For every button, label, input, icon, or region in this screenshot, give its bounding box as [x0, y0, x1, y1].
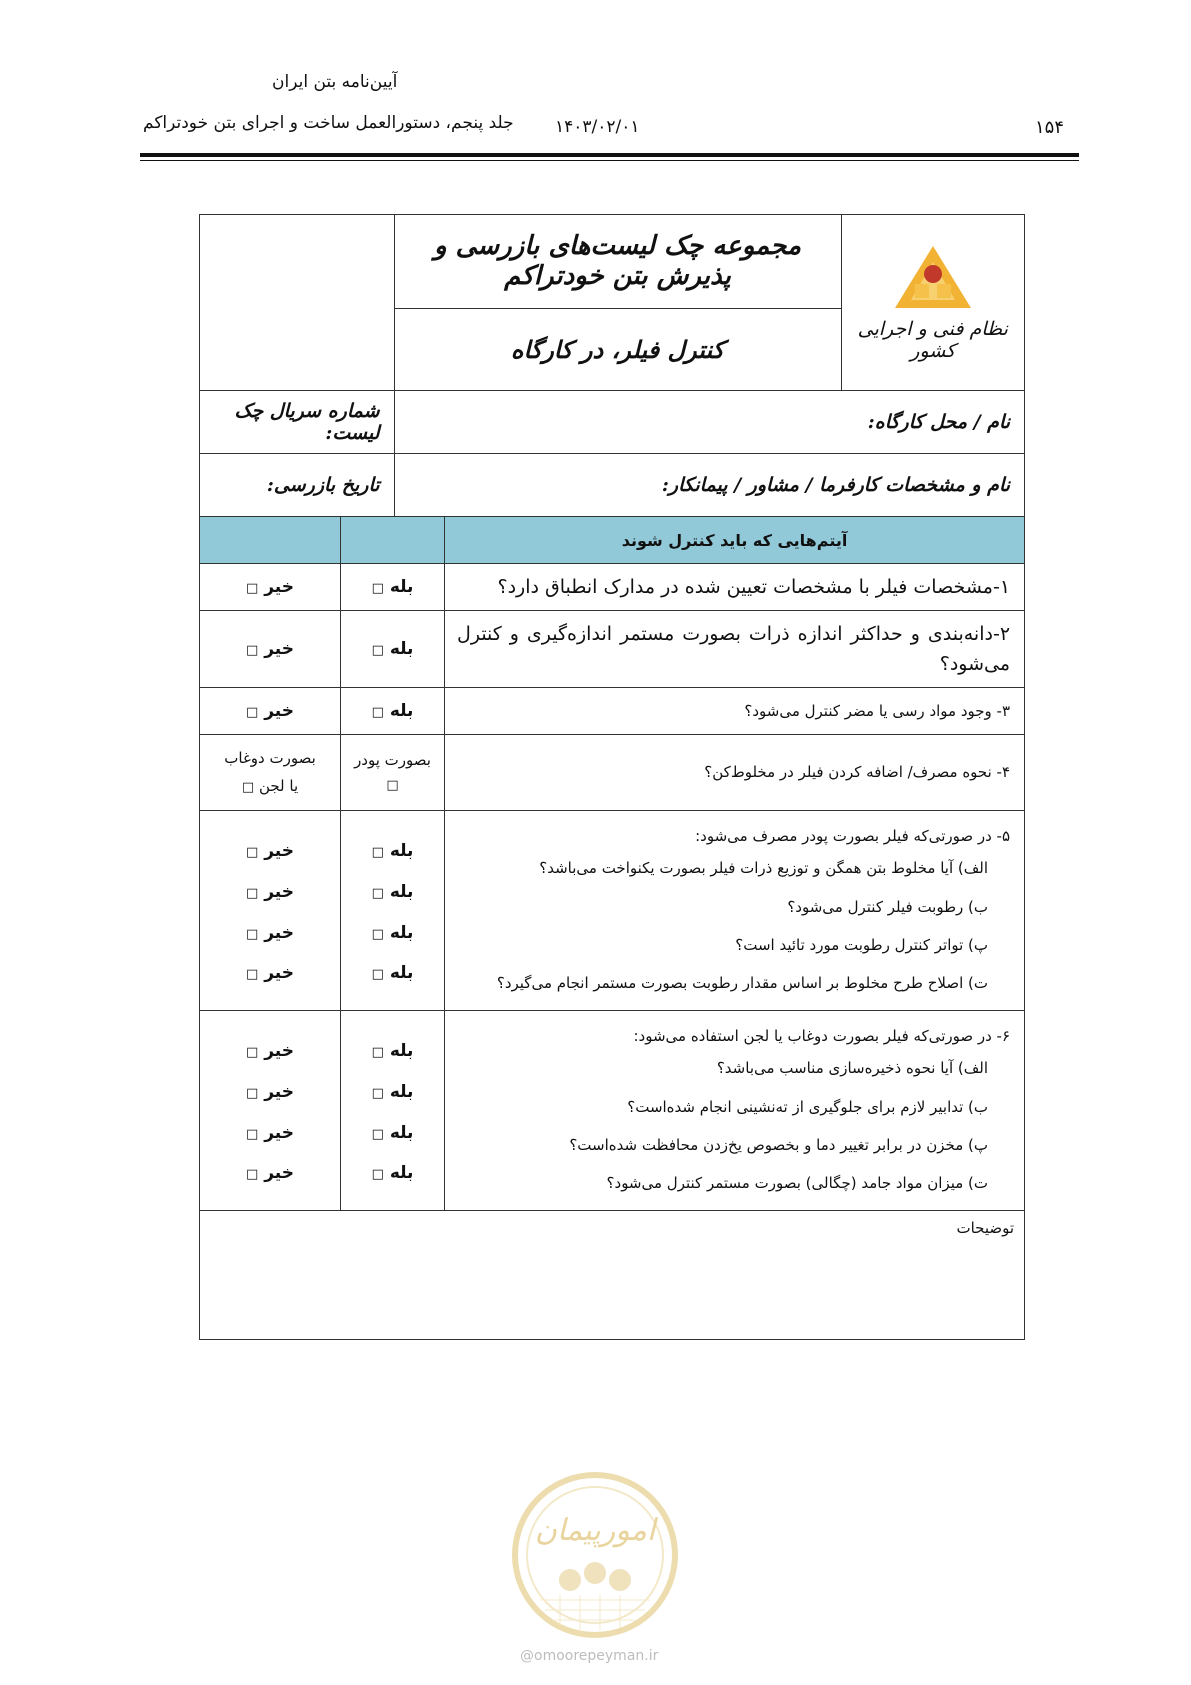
inspection-date-field: تاریخ بازرسی: — [266, 474, 380, 496]
no-column-header — [200, 517, 341, 564]
checkbox-icon: □ — [246, 1126, 259, 1142]
parties-field: نام و مشخصات کارفرما / مشاور / پیمانکار: — [394, 454, 1024, 516]
no-checkbox[interactable]: خیر □ — [246, 1041, 295, 1061]
yes-checkbox[interactable]: بله □ — [371, 1041, 414, 1061]
question-1: ۱-مشخصات فیلر با مشخصات تعیین شده در مدارک انطباق دارد؟ — [445, 564, 1025, 611]
logo-text: نظام فنی و اجرایی کشور — [857, 317, 1008, 362]
question-2: ۲-دانه‌بندی و حداکثر اندازه ذرات بصورت مستمر اندازه‌گیری و کنترل می‌شود؟ — [445, 611, 1025, 688]
organization-logo — [841, 215, 1024, 390]
yes-checkbox[interactable]: بله □ — [371, 1122, 414, 1143]
no-column — [200, 811, 341, 1011]
yes-label: بله — [389, 639, 414, 659]
checkbox-icon: □ — [371, 1045, 384, 1060]
checkbox-icon: □ — [371, 845, 384, 860]
question-6a: الف) آیا نحوه ذخیره‌سازی مناسب می‌باشد؟ — [716, 1059, 989, 1078]
question-row — [200, 811, 1025, 1011]
question-5c: پ) تواتر کنترل رطوبت مورد تائید است؟ — [735, 935, 989, 954]
no-checkbox[interactable]: خیر □ — [246, 963, 295, 984]
site-name-field: نام / محل کارگاه: — [394, 391, 1024, 453]
checklist-form — [199, 214, 1025, 1340]
info-row-2 — [199, 454, 1024, 516]
yes-column — [341, 811, 445, 1011]
header-rule-thin — [140, 160, 1079, 161]
question-6 — [445, 1011, 1025, 1211]
checkbox-icon: □ — [246, 643, 259, 658]
question-4: ۴- نحوه مصرف/ اضافه کردن فیلر در مخلوط‌کن؟ — [445, 735, 1025, 811]
checkbox-icon: □ — [246, 581, 259, 596]
title-block — [199, 215, 1024, 390]
watermark-logo-text: امورپیمان — [534, 1513, 656, 1548]
question-6b: ب) تدابیر لازم برای جلوگیری از ته‌نشینی انجام شده‌است؟ — [627, 1097, 989, 1116]
yes-label: بله — [389, 577, 414, 597]
sub-title: کنترل فیلر، در کارگاه — [394, 308, 841, 390]
seal-icon — [500, 1470, 690, 1640]
checkbox-icon: □ — [371, 1126, 384, 1142]
checkbox-icon: □ — [371, 967, 384, 983]
checkbox-icon: □ — [371, 643, 384, 658]
checkbox-icon: □ — [246, 885, 259, 901]
book-title: آیین‌نامه بتن ایران — [272, 72, 398, 92]
header-rule — [140, 153, 1079, 157]
no-label: خیر — [264, 639, 295, 659]
main-title: مجموعه چک لیست‌های بازرسی و پذیرش بتن خودتراکم — [394, 215, 841, 308]
yes-checkbox[interactable]: بله □ — [371, 881, 414, 902]
checkbox-icon: □ — [246, 1167, 259, 1183]
yes-checkbox[interactable]: بله □ — [371, 1081, 414, 1102]
checkbox-icon: □ — [371, 1085, 384, 1101]
checkbox-icon: □ — [371, 926, 384, 942]
checkbox-icon: □ — [246, 1085, 259, 1101]
question-row — [200, 564, 1025, 611]
powder-label: بصورت پودر — [354, 750, 431, 769]
no-checkbox[interactable] — [200, 564, 341, 611]
no-label: خیر — [264, 701, 295, 721]
no-checkbox[interactable]: خیر □ — [246, 1122, 295, 1143]
yes-label: بله — [389, 701, 414, 721]
checkbox-icon: □ — [246, 967, 259, 983]
no-checkbox[interactable]: خیر □ — [246, 1081, 295, 1102]
no-checkbox[interactable]: خیر □ — [246, 1163, 295, 1184]
checkbox-icon: □ — [371, 885, 384, 901]
yes-checkbox[interactable] — [341, 688, 445, 735]
yes-checkbox[interactable] — [341, 564, 445, 611]
yes-checkbox[interactable]: بله □ — [371, 1163, 414, 1184]
powder-option[interactable] — [341, 735, 445, 811]
no-checkbox[interactable]: خیر □ — [246, 881, 295, 902]
question-row — [200, 611, 1025, 688]
notes-box[interactable] — [200, 1211, 1025, 1340]
watermark-url: @omoorepeyman.ir — [520, 1648, 659, 1664]
checkbox-icon: □ — [386, 778, 399, 794]
yes-column-header — [341, 517, 445, 564]
question-6d: ت) میزان مواد جامد (چگالی) بصورت مستمر کنترل می‌شود؟ — [606, 1174, 989, 1192]
question-5a: الف) آیا مخلوط بتن همگن و توزیع ذرات فیلر بصورت یکنواخت می‌باشد؟ — [539, 859, 989, 878]
slurry-label-2: یا لجن — [258, 777, 299, 796]
question-5 — [445, 811, 1025, 1011]
watermark-logo — [500, 1470, 690, 1644]
question-row — [200, 688, 1025, 735]
yes-checkbox[interactable]: بله □ — [371, 922, 414, 943]
checkbox-icon: □ — [246, 845, 259, 860]
question-6-intro: ۶- در صورتی‌که فیلر بصورت دوغاب یا لجن استفاده می‌شود: — [633, 1027, 1011, 1045]
yes-checkbox[interactable]: بله □ — [371, 841, 414, 861]
serial-field: شماره سریال چک لیست: — [234, 400, 380, 444]
checkbox-icon: □ — [371, 705, 384, 720]
notes-label: توضیحات — [956, 1219, 1015, 1237]
logo-icon — [893, 244, 973, 310]
page-number: ۱۵۴ — [1035, 117, 1065, 138]
blank-corner — [199, 215, 394, 390]
yes-checkbox[interactable] — [341, 611, 445, 688]
checkbox-icon: □ — [241, 780, 255, 796]
question-row — [200, 1011, 1025, 1211]
question-5d: ت) اصلاح طرح مخلوط بر اساس مقدار رطوبت بصورت مستمر انجام می‌گیرد؟ — [496, 974, 989, 992]
yes-column — [341, 1011, 445, 1211]
checkbox-icon: □ — [246, 705, 259, 720]
yes-checkbox[interactable]: بله □ — [371, 963, 414, 984]
items-header: آیتم‌هایی که باید کنترل شوند — [445, 517, 1025, 564]
no-checkbox[interactable]: خیر □ — [246, 841, 295, 861]
no-column — [200, 1011, 341, 1211]
question-5b: ب) رطوبت فیلر کنترل می‌شود؟ — [787, 897, 989, 916]
question-6c: پ) مخزن در برابر تغییر دما و بخصوص یخ‌زدن محافظت شده‌است؟ — [569, 1135, 989, 1154]
question-3: ۳- وجود مواد رسی یا مضر کنترل می‌شود؟ — [445, 688, 1025, 735]
volume-title: جلد پنجم، دستورالعمل ساخت و اجرای بتن خودتراکم — [143, 113, 514, 133]
checkbox-icon: □ — [371, 1167, 384, 1183]
checkbox-icon: □ — [246, 1045, 259, 1060]
slurry-option[interactable] — [200, 735, 341, 811]
header-date: ۱۴۰۳/۰۲/۰۱ — [555, 117, 640, 137]
question-row — [200, 735, 1025, 811]
checkbox-icon: □ — [371, 581, 384, 596]
slurry-label: بصورت دوغاب — [224, 748, 316, 767]
question-5-intro: ۵- در صورتی‌که فیلر بصورت پودر مصرف می‌شود: — [695, 827, 1011, 845]
info-row-1 — [199, 391, 1024, 453]
checkbox-icon: □ — [246, 926, 259, 942]
no-label: خیر — [264, 577, 295, 597]
no-checkbox[interactable] — [200, 688, 341, 735]
no-checkbox[interactable]: خیر □ — [246, 922, 295, 943]
no-checkbox[interactable] — [200, 611, 341, 688]
